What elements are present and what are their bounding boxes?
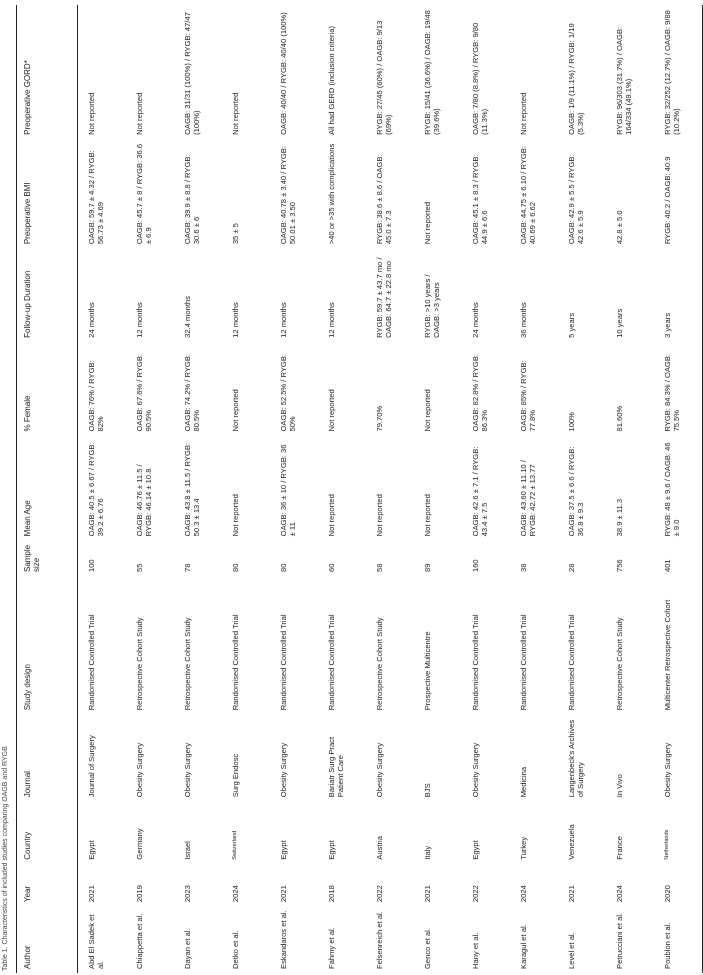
- journal-cell: Obesity Surgery: [183, 742, 192, 798]
- table-row: [414, 5, 462, 973]
- mean-age-cell: Not reported: [423, 494, 432, 537]
- bmi-cell: OAGB: 45.7 ± 8 / RYGB: 36.6 ± 6.9: [135, 143, 153, 245]
- design-cell: Retrospective Cohort Study: [615, 617, 624, 711]
- sample-size-cell: 58: [375, 563, 384, 573]
- sample-size-cell: 756: [615, 559, 624, 573]
- journal-cell: Obesity Surgery: [375, 742, 384, 798]
- sample-size-cell: 60: [327, 563, 336, 573]
- author-cell: Felsenreich et al.: [375, 911, 384, 969]
- table-row: [606, 5, 654, 973]
- followup-cell: 5 years: [567, 312, 576, 338]
- table-row: [78, 5, 127, 973]
- table-row: [126, 5, 174, 973]
- table-row: [510, 5, 558, 973]
- female-cell: OAGB: 52.5% / RYGB: 50%: [279, 353, 297, 432]
- journal-cell: Obesity Surgery: [135, 742, 144, 798]
- journal-cell: Obesity Surgery: [471, 742, 480, 798]
- sample-size-cell: 80: [231, 563, 240, 573]
- design-cell: Randomised Controlled Trial: [279, 614, 288, 711]
- bmi-cell: RYGB: 38.6 ± 8.6 / OAGB: 45.0 ± 7.3: [375, 154, 393, 245]
- journal-cell: Obesity Surgery: [279, 742, 288, 798]
- bmi-cell: OAGB: 39.9 ± 8.8 / RYGB: 30.6 ± 6: [183, 154, 201, 245]
- country-cell: Egypt: [87, 840, 96, 860]
- mean-age-cell: OAGB: 46.76 ± 11.5 / RYGB: 46.14 ± 10.8: [135, 464, 153, 537]
- gord-cell: RYGB: 32/252 (12.7%) / OAGB: 9/88 (10.2%): [654, 5, 703, 139]
- table-row: [654, 5, 703, 973]
- year-cell: 2018: [327, 885, 336, 903]
- country-cell: Switzerland: [232, 830, 238, 860]
- design-cell: Randomised Controlled Trial: [567, 614, 576, 711]
- mean-age-cell: Not reported: [231, 494, 240, 537]
- author-cell: Eskandaros et al.: [279, 910, 288, 969]
- country-cell: Turkey: [519, 836, 528, 860]
- female-cell: RYGB: 84.3% / OAGB: 75.5%: [654, 342, 703, 436]
- table-row: [318, 5, 366, 973]
- sample-size-cell: 28: [567, 563, 576, 573]
- followup-cell: 10 years: [615, 308, 624, 338]
- female-cell: OAGB: 82.8% / RYGB: 86.3%: [471, 353, 489, 432]
- mean-age-cell: Not reported: [327, 494, 336, 537]
- bmi-cell: RYGB: 40.2 / OAGB: 40.9: [654, 139, 703, 248]
- design-cell: Retrospective Cohort Study: [183, 617, 192, 711]
- year-cell: 2020: [654, 864, 703, 906]
- table-row: [462, 5, 510, 973]
- author-cell: Fahmy et al.: [327, 927, 336, 969]
- column-header: Author: [17, 906, 78, 973]
- year-cell: 2022: [471, 885, 480, 903]
- year-cell: 2019: [135, 885, 144, 903]
- column-header: Mean Age: [17, 436, 78, 541]
- design-cell: Randomised Controlled Trial: [327, 614, 336, 711]
- female-cell: OAGB: 74.2% / RYGB: 80.5%: [183, 353, 201, 432]
- design-cell: Retrospective Cohort Study: [375, 617, 384, 711]
- sample-size-cell: 401: [654, 540, 703, 576]
- sample-size-cell: 89: [423, 563, 432, 573]
- country-cell: Egypt: [279, 840, 288, 860]
- author-cell: Karagul et al.: [519, 924, 528, 969]
- table-row: [270, 5, 318, 973]
- followup-cell: 36 months: [519, 302, 528, 338]
- bmi-cell: OAGB: 42.9 ± 5.5 / RYGB: 42.6 ± 5.9: [567, 154, 585, 245]
- column-header: Journal: [17, 714, 78, 801]
- female-cell: OAGB: 67.6% / RYGB: 90.5%: [135, 353, 153, 432]
- studies-table: [16, 5, 703, 973]
- female-cell: 79.70%: [375, 405, 384, 432]
- mean-age-cell: OAGB: 42.6 ± 7.1 / RYGB: 43.4 ± 7.5: [471, 446, 489, 537]
- author-cell: Poublon et al.: [654, 906, 703, 973]
- country-cell: France: [615, 836, 624, 860]
- female-cell: 100%: [567, 412, 576, 432]
- bmi-cell: 35 ± 5: [231, 223, 240, 245]
- design-cell: Retrospective Cohort Study: [135, 617, 144, 711]
- country-cell: Netherlands: [654, 801, 703, 863]
- followup-cell: 12 months: [231, 302, 240, 338]
- mean-age-cell: OAGB: 36 ± 10 / RYGB: 36 ± 11: [279, 444, 297, 537]
- author-cell: Dayan et al.: [183, 928, 192, 969]
- female-cell: OAGB: 76% / RYGB: 82%: [87, 360, 105, 432]
- country-cell: Venezuela: [567, 824, 576, 860]
- journal-cell: BJS: [423, 783, 432, 798]
- bmi-cell: OAGB: 59.7 ± 4.32 / RYGB: 56.73 ± 4.69: [87, 150, 105, 245]
- column-header: Preoperative BMI: [17, 139, 78, 248]
- column-header: Preoperative GORD*: [17, 5, 78, 139]
- bmi-cell: OAGB: 44.75 ± 6.10 / RYGB: 40.69 ± 6.62: [519, 146, 537, 245]
- year-cell: 2024: [615, 885, 624, 903]
- bmi-cell: Not reported: [423, 201, 432, 245]
- author-cell: Genco et al.: [423, 928, 432, 969]
- mean-age-cell: OAGB: 37.5 ± 6.6 / RYGB: 36.8 ± 9.3: [567, 446, 585, 537]
- table-row: [222, 5, 270, 973]
- author-cell: Hany et al.: [471, 932, 480, 969]
- mean-age-cell: RYGB: 48 ± 9.6 / OAGB: 46 ± 9.0: [654, 436, 703, 541]
- mean-age-cell: OAGB: 43.60 ± 11.10 / RYGB: 42.72 ± 13.77: [519, 460, 537, 537]
- country-cell: Germany: [135, 828, 144, 860]
- author-cell: Abd El Sadek et al.: [87, 914, 105, 969]
- author-cell: Chiappetta et al.: [135, 913, 144, 969]
- mean-age-cell: 38.9 ± 11.3: [615, 498, 624, 537]
- female-cell: 81.60%: [615, 405, 624, 432]
- gord-cell: RYGB: 96/303 (31.7%) / OAGB: 164/334 (49.1%): [615, 26, 633, 135]
- mean-age-cell: OAGB: 40.5 ± 6.67 / RYGB: 39.2 ± 6.76: [87, 442, 105, 537]
- followup-cell: RYGB: >10 years / OAGB: >3 years: [423, 274, 441, 338]
- gord-cell: OAGB: 40/40 / RYGB: 40/40 (100%): [279, 12, 288, 135]
- table-row: [558, 5, 606, 973]
- bmi-cell: >40 or >35 with complications: [327, 143, 336, 245]
- female-cell: OAGB: 85% / RYGB: 77.8%: [519, 360, 537, 432]
- journal-cell: Journal of Surgery: [87, 735, 96, 798]
- author-cell: Petrucciani et al.: [615, 912, 624, 969]
- year-cell: 2021: [279, 885, 288, 903]
- followup-cell: 32.4 months: [183, 296, 192, 338]
- followup-cell: 12 months: [327, 302, 336, 338]
- country-cell: Italy: [423, 845, 432, 860]
- sample-size-cell: 55: [135, 563, 144, 573]
- table-row: [366, 5, 414, 973]
- bmi-cell: OAGB: 40.78 ± 3.40 / RYGB: 50.01 ± 3.50: [279, 146, 297, 245]
- followup-cell: 12 months: [279, 302, 288, 338]
- column-header: Year: [17, 864, 78, 906]
- year-cell: 2023: [183, 885, 192, 903]
- bmi-cell: OAGB: 45.1 ± 8.3 / RYGB: 44.9 ± 6.6: [471, 154, 489, 245]
- journal-cell: Medicina: [519, 766, 528, 798]
- year-cell: 2021: [567, 885, 576, 903]
- design-cell: Randomised Controlled Trial: [471, 614, 480, 711]
- sample-size-cell: 38: [519, 563, 528, 573]
- design-cell: Randomised Controlled Trial: [231, 614, 240, 711]
- journal-cell: Surg Endosc: [231, 753, 240, 798]
- column-header: Sample size: [17, 540, 78, 576]
- table-caption: Table 1. Characteristics of included studies comparing OAGB and RYGB: [2, 746, 9, 971]
- gord-cell: RYGB: 15/41 (36.6%) / OAGB: 19/48 (39.6%): [423, 10, 441, 135]
- year-cell: 2024: [519, 885, 528, 903]
- table-row: [174, 5, 222, 973]
- sample-size-cell: 100: [87, 559, 96, 573]
- gord-cell: OAGB: 31/31 (100%) / RYGB: 47/47 (100%): [183, 12, 201, 135]
- journal-cell: Obesity Surgery: [654, 714, 703, 801]
- gord-cell: Not reported: [87, 92, 96, 135]
- gord-cell: Not reported: [519, 92, 528, 135]
- column-header: Study design: [17, 576, 78, 714]
- journal-cell: Bariatr Surg Pract Patient Care: [327, 736, 345, 798]
- header-row: [17, 5, 78, 973]
- mean-age-cell: OAGB: 43.8 ± 11.5 / RYGB: 50.3 ± 13.4: [183, 442, 201, 537]
- column-header: Follow-up Duration: [17, 248, 78, 342]
- table-header: [17, 5, 78, 973]
- design-cell: Randomised Controlled Trial: [519, 614, 528, 711]
- sample-size-cell: 80: [279, 563, 288, 573]
- design-cell: Multicenter Retrospective Cohort: [654, 576, 703, 714]
- author-cell: Detko et al.: [231, 930, 240, 969]
- followup-cell: 24 months: [87, 302, 96, 338]
- female-cell: Not reported: [231, 389, 240, 432]
- design-cell: Prospective Multicentre: [423, 631, 432, 711]
- bmi-cell: 42.8 ± 5.0: [615, 210, 624, 245]
- column-header: % Female: [17, 342, 78, 436]
- year-cell: 2021: [423, 885, 432, 903]
- journal-cell: In Vivo: [615, 774, 624, 798]
- gord-cell: Not reported: [135, 92, 144, 135]
- gord-cell: OAGB: 7/80 (8.8%) / RYGB: 9/80 (11.3%): [471, 22, 489, 135]
- sample-size-cell: 78: [183, 563, 192, 573]
- gord-cell: All had GERD (inclusion criteria): [327, 26, 336, 135]
- followup-cell: 24 months: [471, 302, 480, 338]
- gord-cell: RYGB: 27/45 (60%) / OAGB: 9/13 (69%): [375, 20, 393, 135]
- country-cell: Austria: [375, 836, 384, 860]
- mean-age-cell: Not reported: [375, 494, 384, 537]
- country-cell: Israel: [183, 841, 192, 860]
- year-cell: 2024: [231, 885, 240, 903]
- followup-cell: 3 years: [654, 248, 703, 342]
- followup-cell: RYGB: 59.7 ± 43.7 mo / OAGB: 64.7 ± 22.8 mo: [375, 257, 393, 338]
- design-cell: Randomised Controlled Trial: [87, 614, 96, 711]
- author-cell: Level et al.: [567, 932, 576, 969]
- year-cell: 2021: [87, 885, 96, 903]
- female-cell: Not reported: [423, 389, 432, 432]
- sample-size-cell: 160: [471, 559, 480, 573]
- female-cell: Not reported: [327, 389, 336, 432]
- followup-cell: 12 months: [135, 302, 144, 338]
- year-cell: 2022: [375, 885, 384, 903]
- column-header: Country: [17, 801, 78, 863]
- gord-cell: Not reported: [231, 92, 240, 135]
- journal-cell: Langenbeck's Archives of Surgery: [567, 719, 585, 798]
- country-cell: Egypt: [471, 840, 480, 860]
- table-body: [78, 5, 703, 973]
- gord-cell: OAGB: 1/9 (11.1%) / RYGB: 1/19 (5.3%): [567, 23, 585, 135]
- country-cell: Egypt: [327, 840, 336, 860]
